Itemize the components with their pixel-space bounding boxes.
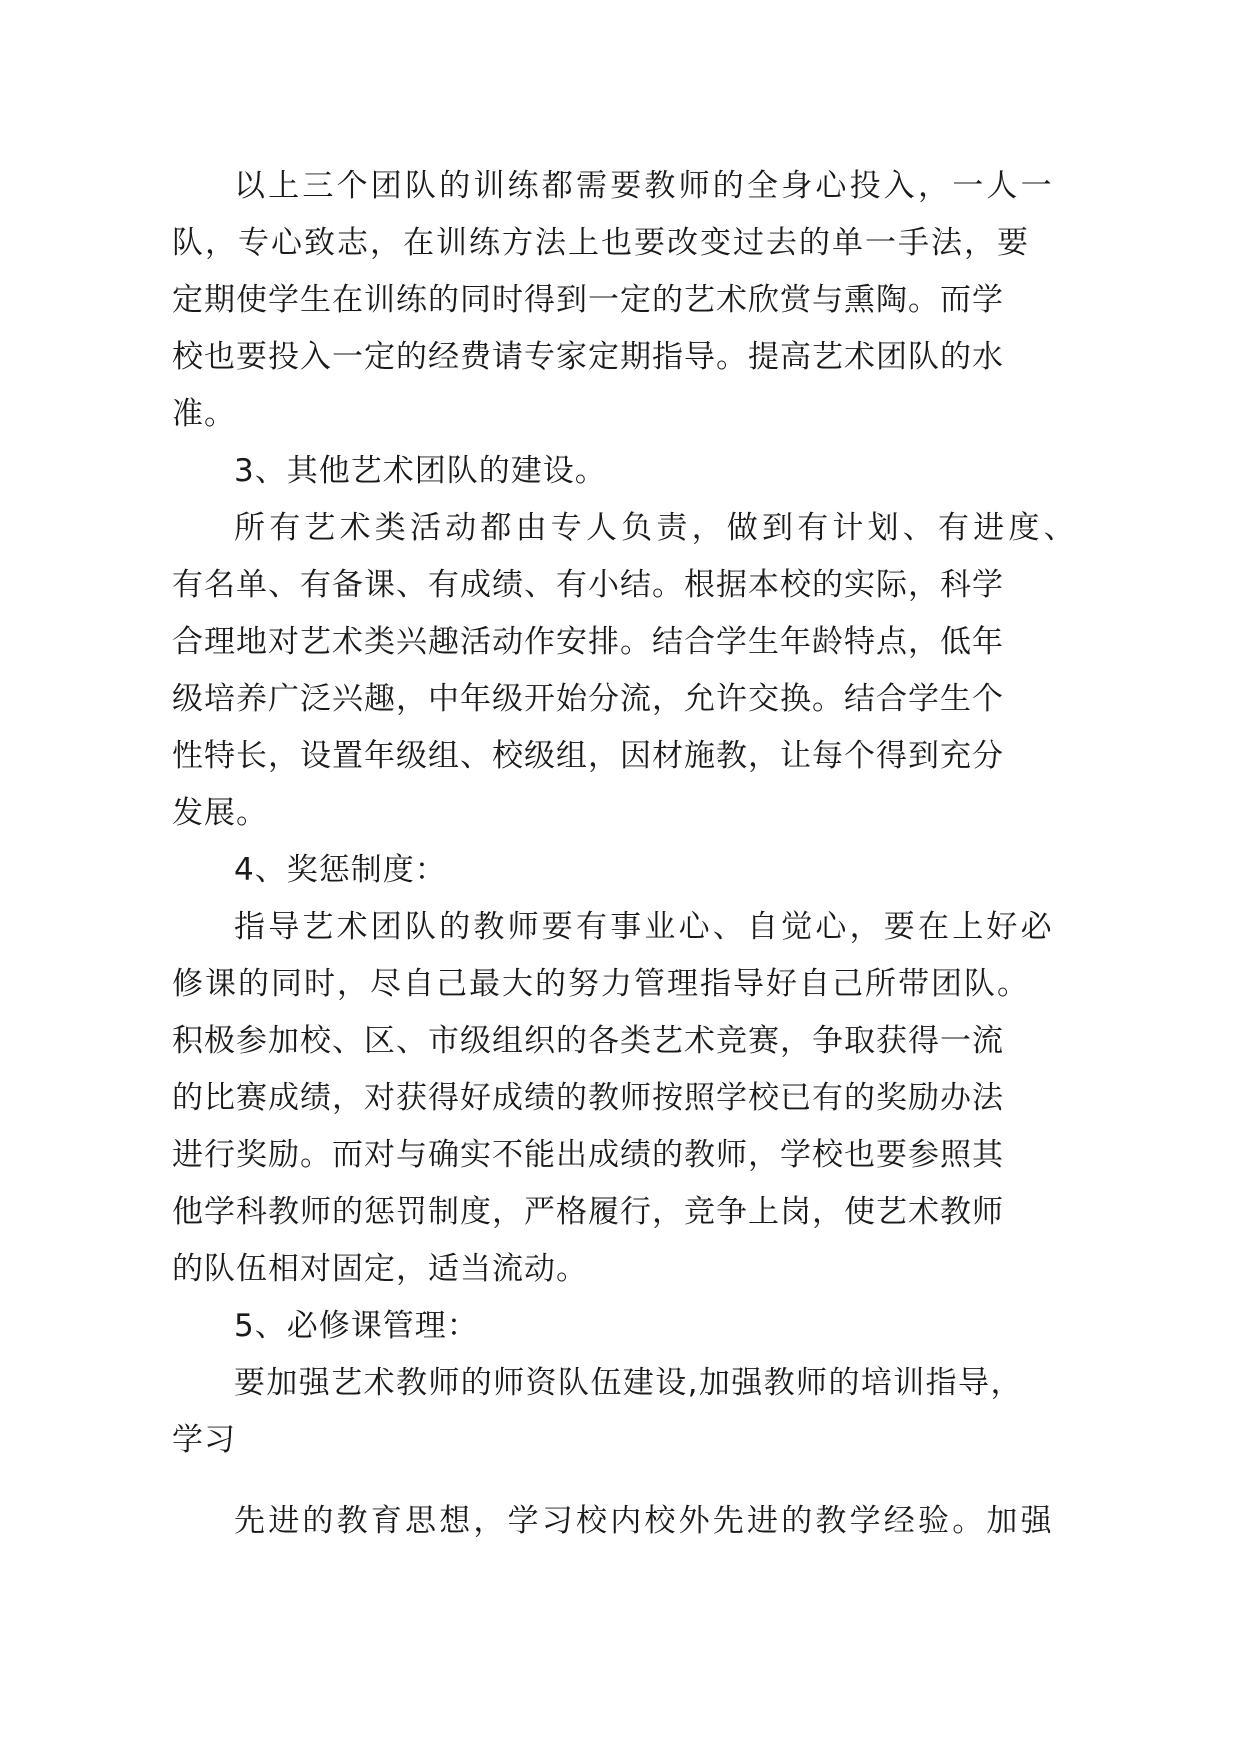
text-line-content: 4、奖惩制度：: [234, 852, 447, 888]
text-line: [0, 1352, 1241, 1414]
text-line-content: 要加强艺术教师的师资队伍建设,加强教师的培训指导，: [234, 1365, 1023, 1401]
text-line-content: 以上三个团队的训练都需要教师的全身心投入，一人一: [234, 168, 1055, 204]
text-line: [0, 1181, 1241, 1243]
text-line-content: 3、其他艺术团队的建设。: [234, 453, 607, 489]
text-line: [0, 1238, 1241, 1300]
text-line: [0, 782, 1241, 844]
text-line-content: 积极参加校、区、市级组织的各类艺术竞赛，争取获得一流: [172, 1023, 1004, 1059]
text-line-content: 校也要投入一定的经费请专家定期指导。提高艺术团队的水: [172, 339, 1004, 375]
text-line-content: 定期使学生在训练的同时得到一定的艺术欣赏与熏陶。而学: [172, 282, 1004, 318]
section-heading: [0, 440, 1241, 502]
text-line-content: 的比赛成绩，对获得好成绩的教师按照学校已有的奖励办法: [172, 1080, 1004, 1116]
text-line-content: 进行奖励。而对与确实不能出成绩的教师，学校也要参照其: [172, 1137, 1004, 1173]
text-line-content: 所有艺术类活动都由专人负责，做到有计划、有进度、: [234, 510, 1079, 546]
text-line-content: 指导艺术团队的教师要有事业心、自觉心，要在上好必: [234, 909, 1055, 945]
text-line-content: 有名单、有备课、有成绩、有小结。根据本校的实际，科学: [172, 567, 1004, 603]
text-line-content: 的队伍相对固定，适当流动。: [172, 1251, 588, 1287]
text-line: [0, 326, 1241, 388]
text-line: [0, 155, 1241, 217]
text-line: [0, 953, 1241, 1015]
text-line: [0, 212, 1241, 274]
text-line: [0, 611, 1241, 673]
text-line: [0, 1010, 1241, 1072]
text-line-content: 级培养广泛兴趣，中年级开始分流，允许交换。结合学生个: [172, 681, 1004, 717]
section-heading: [0, 1295, 1241, 1357]
text-line-content: 5、必修课管理：: [234, 1308, 479, 1344]
text-line: [0, 1490, 1241, 1552]
text-line: [0, 1067, 1241, 1129]
text-line: [0, 269, 1241, 331]
text-line: [0, 1409, 1241, 1471]
text-line-content: 准。: [172, 396, 236, 432]
text-line-content: 他学科教师的惩罚制度，严格履行，竞争上岗，使艺术教师: [172, 1194, 1004, 1230]
text-line-content: 先进的教育思想，学习校内校外先进的教学经验。加强: [234, 1503, 1055, 1539]
text-line-content: 发展。: [172, 795, 268, 831]
text-line-content: 合理地对艺术类兴趣活动作安排。结合学生年龄特点，低年: [172, 624, 1004, 660]
text-line: [0, 554, 1241, 616]
text-line: [0, 668, 1241, 730]
text-line: [0, 383, 1241, 445]
text-line: [0, 1124, 1241, 1186]
text-line-content: 性特长，设置年级组、校级组，因材施教，让每个得到充分: [172, 738, 1004, 774]
text-line-content: 学习: [172, 1422, 236, 1458]
text-line-content: 队，专心致志，在训练方法上也要改变过去的单一手法，要: [172, 225, 1030, 261]
section-heading: [0, 839, 1241, 901]
text-line: [0, 497, 1241, 559]
text-line-content: 修课的同时，尽自己最大的努力管理指导好自己所带团队。: [172, 966, 1030, 1002]
text-line: [0, 896, 1241, 958]
text-line: [0, 725, 1241, 787]
